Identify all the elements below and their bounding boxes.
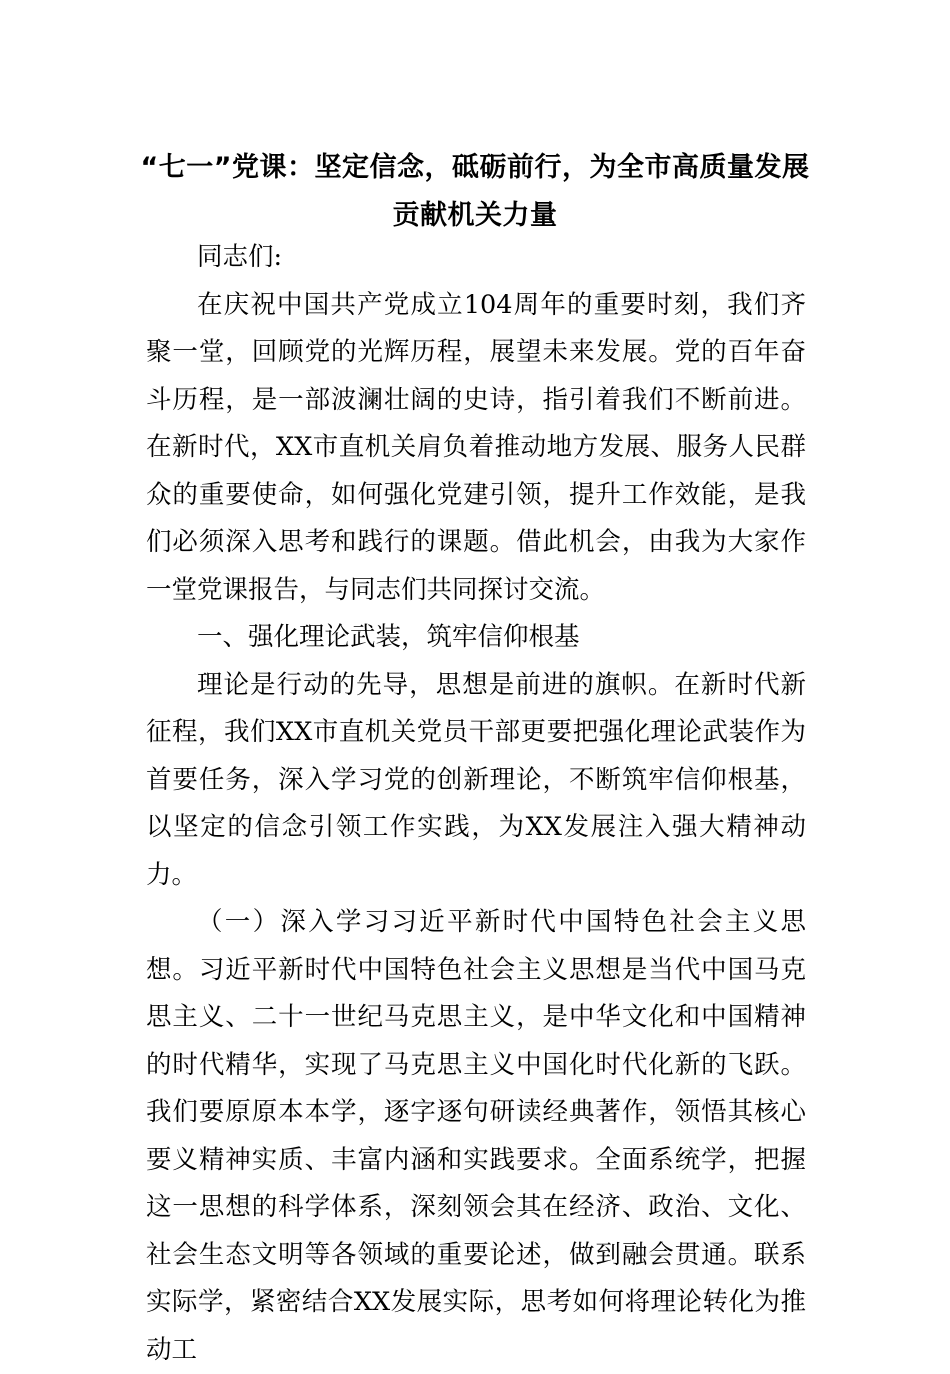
greeting: 同志们: xyxy=(197,242,283,272)
section-heading-1: 一、强化理论武装，筑牢信仰根基 xyxy=(197,622,580,652)
document-title-line1: “七一”党课：坚定信念，砥砺前行，为全市高质量发展 xyxy=(140,152,810,183)
paragraph-intro: 在庆祝中国共产党成立104周年的重要时刻，我们齐聚一堂，回顾党的光辉历程，展望未来发展。党的百年奋斗历程，是一部波澜壮阔的史诗，指引着我们不断前进。在新时代，XX市直机关肩负着推动地方发展、服务人民群众的重要使命，如何强化党建引领，提升工作效能，是我们必须深入思考和践行的课题。借此机会，由我为大家作一堂党课报告，与同志们共同探讨交流。 xyxy=(146,289,806,605)
document-title-line2: 贡献机关力量 xyxy=(392,200,558,231)
paragraph-subsection-1: （一）深入学习习近平新时代中国特色社会主义思想。习近平新时代中国特色社会主义思想是当代中国马克思主义、二十一世纪马克思主义，是中华文化和中国精神的时代精华，实现了马克思主义中国化时代化新的飞跃。我们要原原本本学，逐字逐句研读经典著作，领悟其核心要义精神实质、丰富内涵和实践要求。全面系统学，把握这一思想的科学体系，深刻领会其在经济、政治、文化、社会生态文明等各领域的重要论述，做到融会贯通。联系实际学，紧密结合XX发展实际，思考如何将理论转化为推动工 xyxy=(146,907,806,1365)
paragraph-section-1: 理论是行动的先导，思想是前进的旗帜。在新时代新征程，我们XX市直机关党员干部更要把强化理论武装作为首要任务，深入学习党的创新理论，不断筑牢信仰根基，以坚定的信念引领工作实践，为XX发展注入强大精神动力。 xyxy=(146,669,806,890)
document-body xyxy=(146,234,806,1374)
